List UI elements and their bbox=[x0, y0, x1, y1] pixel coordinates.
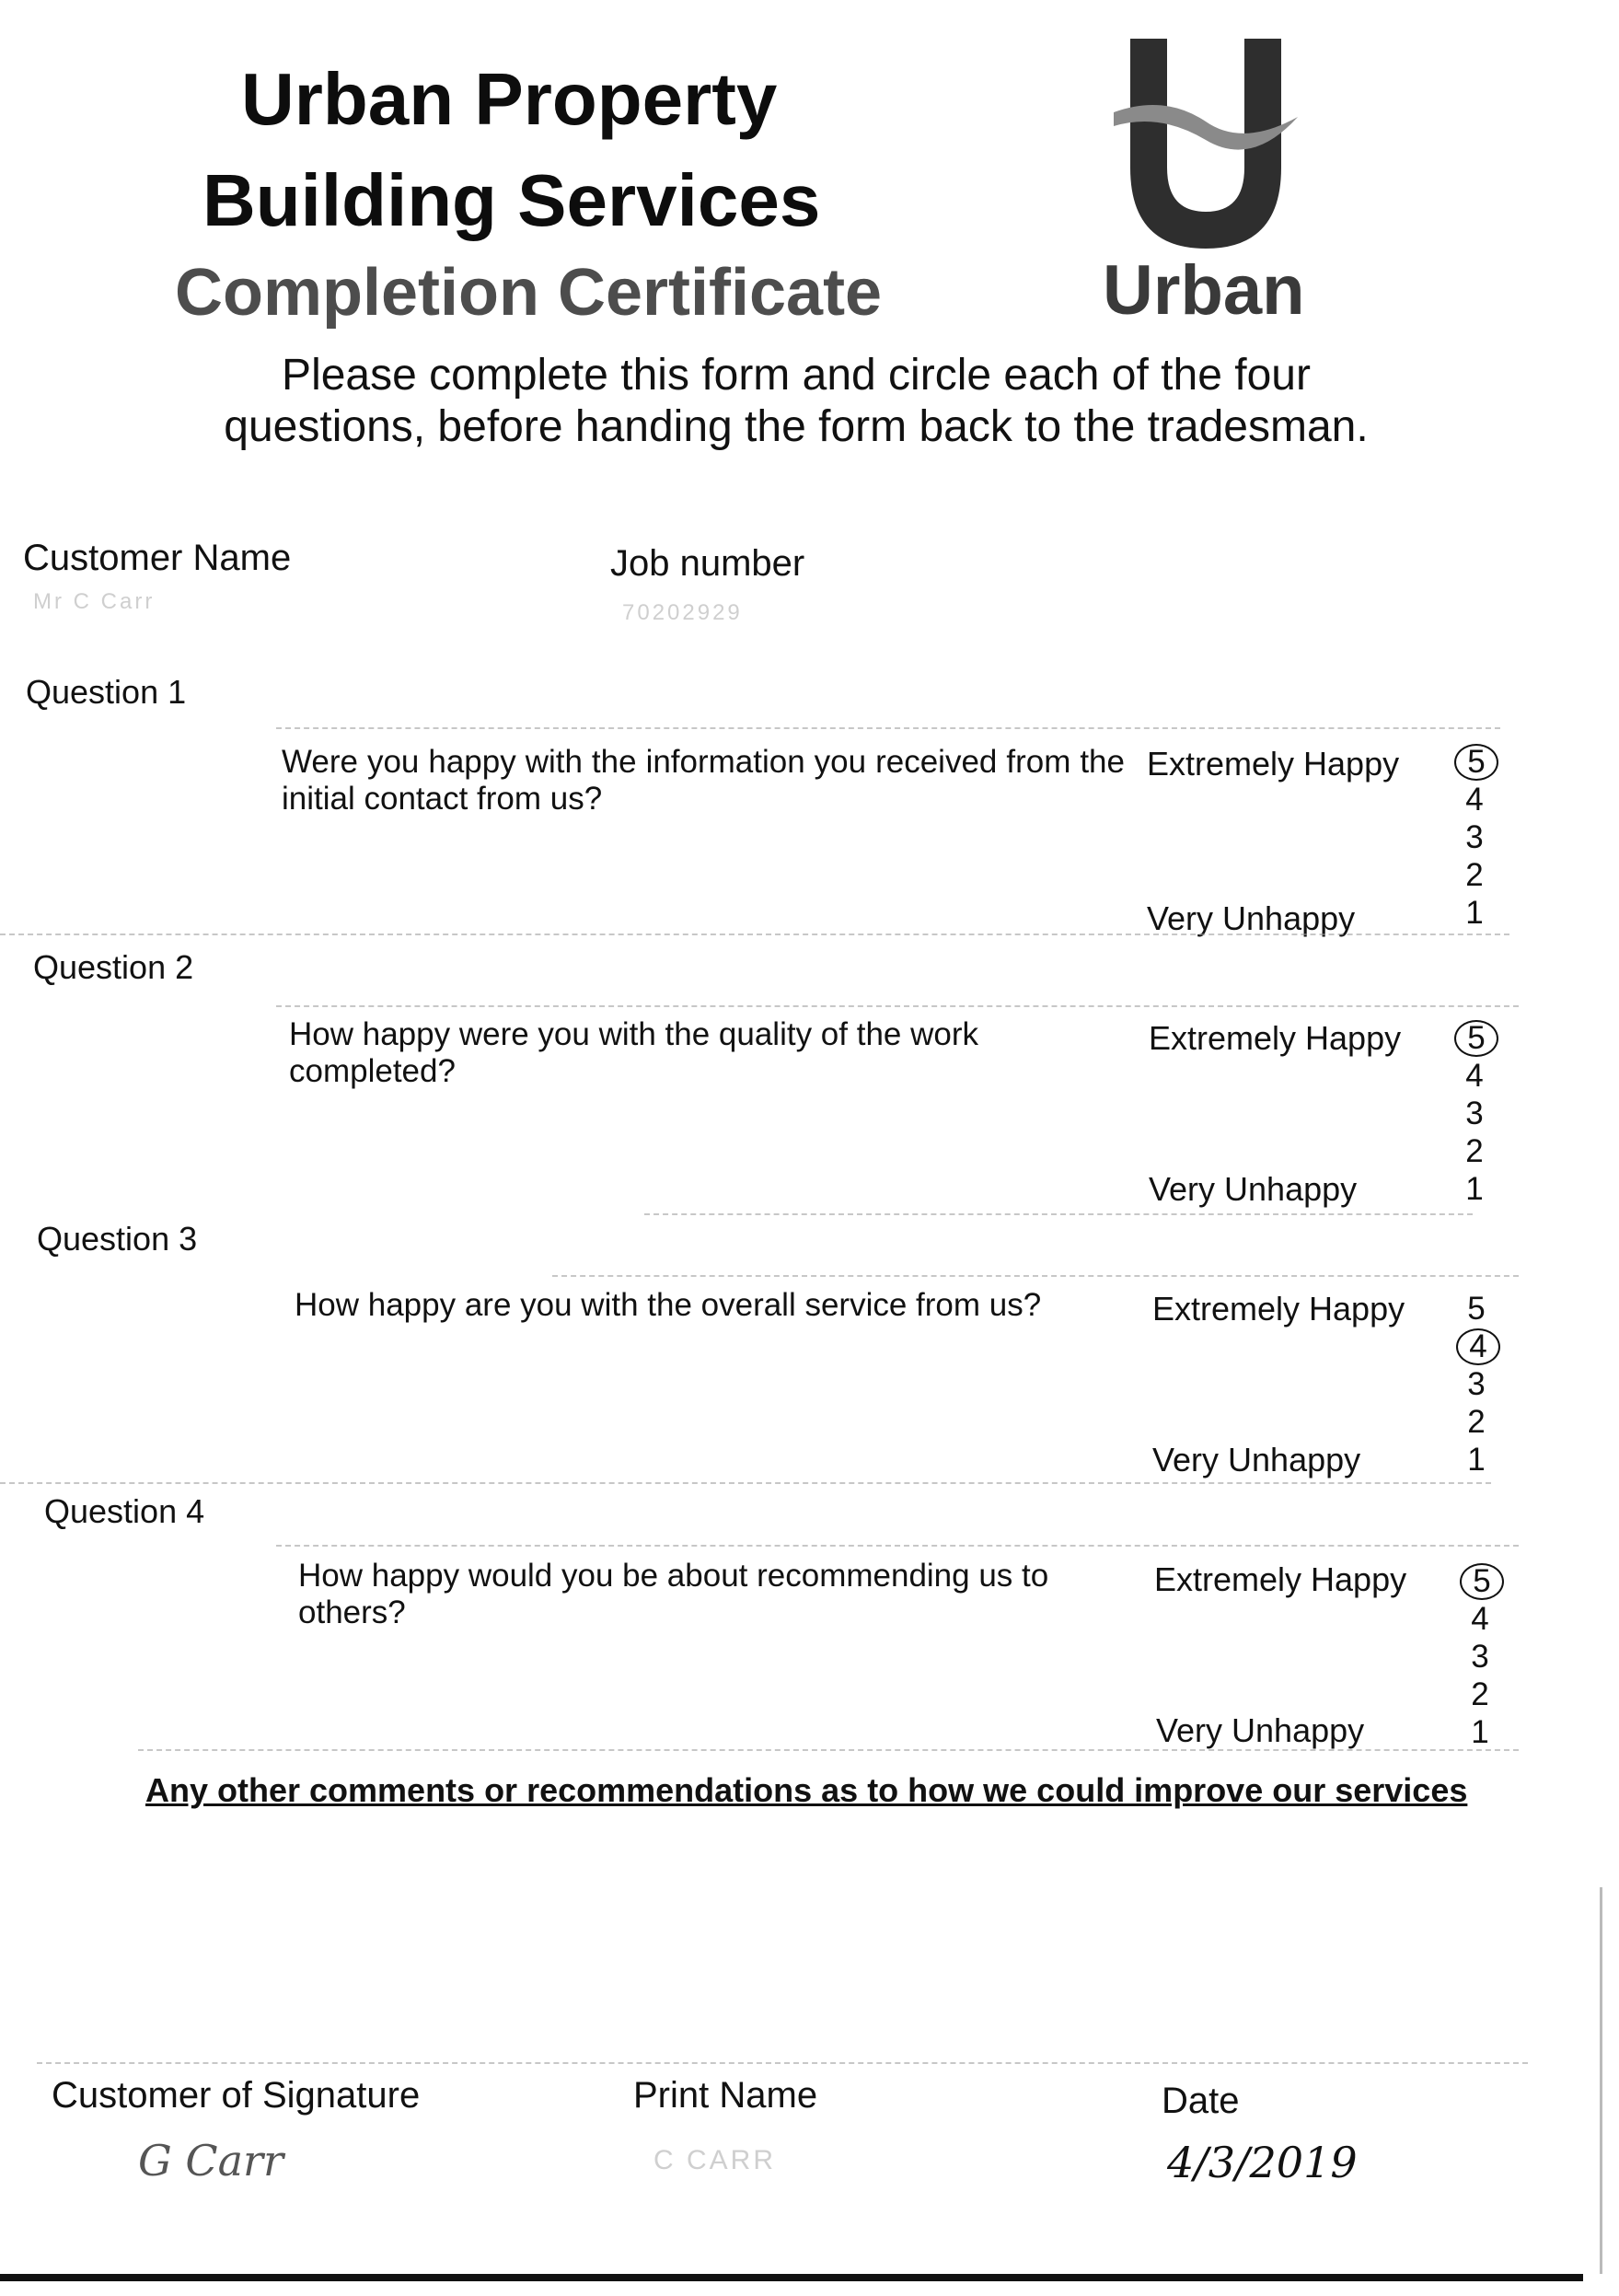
divider bbox=[644, 1213, 1473, 1215]
scan-bottom-edge bbox=[0, 2274, 1583, 2281]
question-4-label: Question 4 bbox=[44, 1492, 205, 1530]
question-3-bottom-label: Very Unhappy bbox=[1152, 1441, 1361, 1478]
question-3-rating-scale bbox=[1456, 1293, 1497, 1481]
signature-label: Customer of Signature bbox=[52, 2075, 421, 2116]
rating-option-5[interactable]: 5 bbox=[1467, 1291, 1486, 1327]
question-1-top-label: Extremely Happy bbox=[1147, 745, 1400, 783]
print-name-value[interactable]: C CARR bbox=[653, 2145, 777, 2175]
title-line-1: Urban Property bbox=[241, 58, 778, 140]
comments-heading: Any other comments or recommendations as to how we could improve our services bbox=[145, 1771, 1468, 1809]
urban-logo bbox=[1114, 29, 1298, 250]
question-1-bottom-label: Very Unhappy bbox=[1147, 899, 1356, 937]
rating-option-4[interactable]: 4 bbox=[1465, 782, 1484, 818]
customer-name-label: Customer Name bbox=[23, 538, 292, 578]
job-number-value[interactable]: 70202929 bbox=[622, 600, 743, 625]
rating-option-5-selected[interactable]: 5 bbox=[1454, 746, 1495, 783]
divider bbox=[276, 1005, 1519, 1007]
divider bbox=[276, 1545, 1519, 1547]
divider bbox=[138, 1749, 1519, 1751]
question-4-text: How happy would you be about recommending us to others? bbox=[298, 1558, 1049, 1630]
question-2-top-label: Extremely Happy bbox=[1149, 1019, 1402, 1057]
divider bbox=[0, 1482, 1491, 1484]
comments-area[interactable] bbox=[145, 1823, 1416, 2035]
rating-option-5-selected[interactable]: 5 bbox=[1460, 1565, 1500, 1603]
question-2-text: How happy were you with the quality of the work completed? bbox=[289, 1016, 978, 1089]
rating-option-3[interactable]: 3 bbox=[1465, 819, 1484, 855]
rating-option-4[interactable]: 4 bbox=[1471, 1601, 1489, 1637]
rating-option-1[interactable]: 1 bbox=[1465, 895, 1484, 931]
rating-option-3[interactable]: 3 bbox=[1467, 1366, 1486, 1402]
rating-option-2[interactable]: 2 bbox=[1465, 857, 1484, 893]
question-2-rating-scale bbox=[1454, 1022, 1495, 1211]
rating-option-2[interactable]: 2 bbox=[1465, 1133, 1484, 1169]
urban-u-logo-icon bbox=[1114, 29, 1298, 250]
logo-wordmark: Urban bbox=[1103, 251, 1305, 330]
print-name-label: Print Name bbox=[633, 2075, 818, 2116]
rating-option-5-selected[interactable]: 5 bbox=[1454, 1022, 1495, 1060]
title-line-2: Building Services bbox=[202, 159, 821, 241]
job-number-label: Job number bbox=[610, 543, 805, 584]
rating-option-2[interactable]: 2 bbox=[1467, 1404, 1486, 1440]
question-1-rating-scale bbox=[1454, 746, 1495, 934]
rating-option-3[interactable]: 3 bbox=[1465, 1096, 1484, 1131]
question-2-bottom-label: Very Unhappy bbox=[1149, 1170, 1358, 1208]
divider bbox=[552, 1275, 1519, 1277]
date-value[interactable]: 4/3/2019 bbox=[1167, 2138, 1358, 2187]
question-1-label: Question 1 bbox=[26, 673, 187, 711]
instructions-line-2: questions, before handing the form back to the tradesman. bbox=[224, 402, 1369, 451]
question-4-bottom-label: Very Unhappy bbox=[1156, 1711, 1365, 1749]
rating-option-1[interactable]: 1 bbox=[1467, 1442, 1486, 1478]
signature-value[interactable]: G Carr bbox=[138, 2136, 283, 2186]
divider bbox=[37, 2062, 1528, 2064]
question-3-label: Question 3 bbox=[37, 1220, 198, 1258]
rating-option-3[interactable]: 3 bbox=[1471, 1639, 1489, 1675]
date-label: Date bbox=[1162, 2081, 1240, 2121]
question-3-text: How happy are you with the overall service from us? bbox=[295, 1287, 1042, 1323]
form-subtitle: Completion Certificate bbox=[175, 256, 883, 330]
rating-option-2[interactable]: 2 bbox=[1471, 1676, 1489, 1712]
rating-option-4[interactable]: 4 bbox=[1465, 1058, 1484, 1094]
question-4-rating-scale bbox=[1460, 1565, 1500, 1754]
question-4-top-label: Extremely Happy bbox=[1154, 1560, 1407, 1598]
instructions-line-1: Please complete this form and circle each of the four bbox=[282, 351, 1311, 400]
question-2-label: Question 2 bbox=[33, 948, 194, 986]
rating-option-4-selected[interactable]: 4 bbox=[1456, 1330, 1497, 1368]
scan-right-edge bbox=[1600, 1887, 1602, 2274]
question-3-top-label: Extremely Happy bbox=[1152, 1290, 1405, 1328]
divider bbox=[276, 727, 1500, 729]
instructions bbox=[120, 350, 1473, 453]
rating-option-1[interactable]: 1 bbox=[1465, 1171, 1484, 1207]
rating-option-1[interactable]: 1 bbox=[1471, 1714, 1489, 1750]
divider bbox=[0, 933, 1509, 935]
customer-name-value[interactable]: Mr C Carr bbox=[33, 589, 156, 614]
question-1-text: Were you happy with the information you received from the initial contact from us? bbox=[282, 744, 1125, 817]
